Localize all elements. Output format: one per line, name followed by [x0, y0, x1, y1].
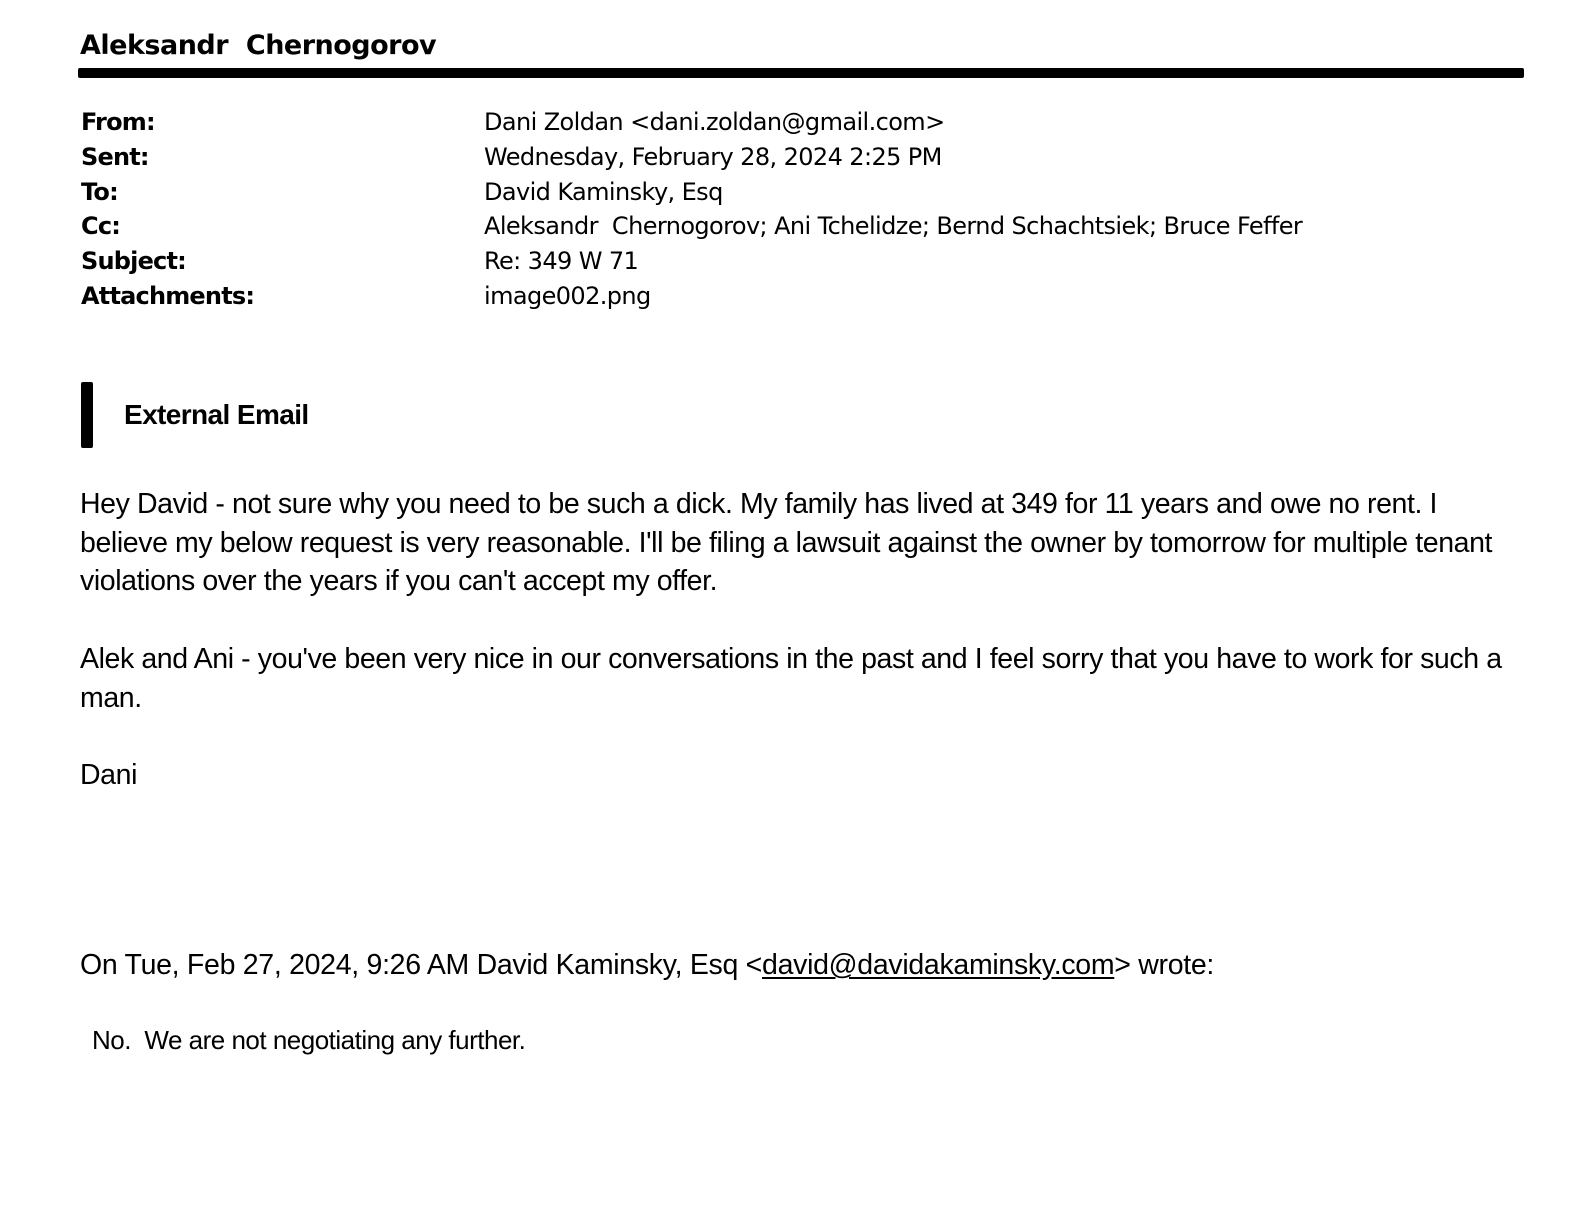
meta-label: Subject: — [81, 247, 186, 276]
body-paragraph: Hey David - not sure why you need to be such a dick. My family has lived at 349 for 11 years and owe no rent. I believe my below request is very reasonable. I'll be filing a lawsuit against the owner by tomorrow for multiple tenant violations over the years if you can't accept my offer. — [80, 488, 1493, 598]
meta-row-cc — [81, 209, 1302, 244]
meta-value-from: Dani Zoldan <dani.zoldan@gmail.com> — [484, 108, 945, 136]
meta-row-from — [81, 105, 1302, 140]
meta-value-sent: Wednesday, February 28, 2024 2:25 PM — [484, 142, 942, 171]
body-paragraph: Alek and Ani - you've been very nice in our conversations in the past and I feel sorry that you have to work for such a man. — [80, 642, 1502, 714]
meta-value-cc: Aleksandr Chernogorov; Ani Tchelidze; Bernd Schachtsiek; Bruce Feffer — [484, 212, 1303, 241]
meta-label: Attachments: — [81, 281, 255, 310]
meta-row-to — [81, 175, 1302, 210]
quote-intro-prefix: On Tue, Feb 27, 2024, 9:26 AM David Kaminsky, Esq < — [80, 949, 763, 981]
email-metadata — [81, 105, 1302, 314]
meta-value-to: David Kaminsky, Esq — [484, 177, 723, 206]
quoted-sender-email-link[interactable]: david@davidakaminsky.com — [762, 949, 1115, 981]
quote-intro-suffix: > wrote: — [1114, 949, 1215, 981]
banner-accent-bar — [81, 382, 93, 448]
meta-value-attachments: image002.png — [484, 281, 651, 310]
meta-row-subject — [81, 244, 1302, 279]
external-email-label: External Email — [124, 399, 309, 430]
meta-label: From: — [81, 108, 155, 136]
external-email-banner — [81, 382, 309, 448]
quoted-message: No. We are not negotiating any further. — [92, 1025, 526, 1055]
header-rule — [78, 68, 1524, 78]
meta-label: To: — [81, 177, 118, 206]
quote-attribution — [80, 949, 1214, 982]
meta-row-sent — [81, 140, 1302, 175]
document-header-name: Aleksandr Chernogorov — [80, 30, 437, 61]
email-body — [80, 485, 1520, 833]
meta-label: Cc: — [81, 212, 121, 241]
meta-label: Sent: — [81, 142, 149, 171]
meta-value-subject: Re: 349 W 71 — [484, 247, 639, 276]
signature: Dani — [80, 758, 138, 791]
meta-row-attachments — [81, 279, 1302, 314]
